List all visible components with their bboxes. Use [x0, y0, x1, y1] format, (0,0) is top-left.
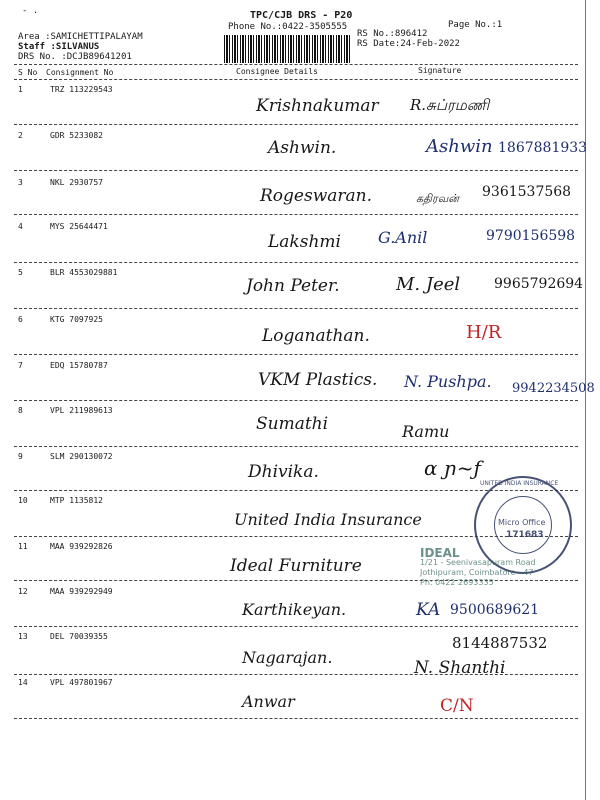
signature: G.Anil	[378, 228, 428, 247]
row-divider	[14, 674, 578, 675]
row-consignment: SLM 290130072	[50, 452, 113, 461]
row-consignment: MYS 25644471	[50, 222, 108, 231]
phone-number: Phone No.:0422-3505555	[228, 22, 348, 32]
signature: N. Pushpa.	[404, 372, 492, 391]
signature: KA	[416, 600, 441, 620]
row-divider	[14, 214, 578, 215]
barcode-image	[224, 35, 350, 63]
seal-code: 171683	[506, 530, 544, 540]
row-consignment: GDR 5233082	[50, 131, 103, 140]
signature: M. Jeel	[396, 274, 461, 295]
row-consignment: MAA 939292826	[50, 542, 113, 551]
row-divider	[14, 446, 578, 447]
consignee-name: Karthikeyan.	[242, 600, 347, 619]
phone-note: 1867881933	[498, 140, 588, 156]
header-divider	[14, 64, 578, 65]
row-sno: 11	[18, 542, 28, 551]
doc-title: TPC/CJB DRS - P20	[250, 10, 353, 21]
page-edge-line	[585, 0, 586, 800]
row-sno: 9	[18, 452, 23, 461]
area-label: Area :SAMICHETTIPALAYAM	[18, 32, 143, 42]
consignee-name: United India Insurance	[234, 510, 422, 529]
row-sno: 3	[18, 178, 23, 187]
signature: Ashwin	[426, 136, 493, 157]
row-divider	[14, 400, 578, 401]
consignee-name: Ashwin.	[268, 138, 337, 158]
consignee-name: Rogeswaran.	[260, 186, 373, 206]
seal-center-text: Micro Office	[498, 518, 546, 527]
row-sno: 7	[18, 361, 23, 370]
row-sno: 6	[18, 315, 23, 324]
row-divider	[14, 354, 578, 355]
staff-label: Staff :SILVANUS	[18, 42, 100, 52]
consignee-name: VKM Plastics.	[258, 370, 378, 390]
row-consignment: MAA 939292949	[50, 587, 113, 596]
status-note: C/N	[440, 696, 474, 716]
row-divider	[14, 626, 578, 627]
consignee-name: John Peter.	[246, 276, 340, 296]
status-note: H/R	[466, 322, 502, 343]
row-consignment: MTP 1135812	[50, 496, 103, 505]
row-consignment: BLR 4553029881	[50, 268, 118, 277]
corner-mark: - .	[22, 6, 39, 16]
phone-note: 9500689621	[450, 602, 540, 618]
consignee-name: Lakshmi	[268, 232, 341, 252]
ideal-stamp-line1: 1/21 - Seenivasapuram Road	[420, 558, 536, 567]
row-divider	[14, 262, 578, 263]
consignee-name: Loganathan.	[262, 326, 370, 346]
row-consignment: VPL 497801967	[50, 678, 113, 687]
row-sno: 12	[18, 587, 28, 596]
consignee-name: Dhivika.	[248, 462, 319, 482]
consignee-name: Krishnakumar	[256, 96, 379, 116]
signature: R.சுப்ரமணி	[410, 96, 490, 114]
drs-number: DRS No. :DCJB89641201	[18, 52, 132, 62]
column-header-divider	[14, 79, 578, 80]
phone-note: 8144887532	[452, 634, 548, 652]
rs-number: RS No.:896412	[357, 29, 428, 39]
ideal-stamp-name: IDEAL	[420, 546, 460, 560]
row-consignment: KTG 7097925	[50, 315, 103, 324]
phone-note: 9361537568	[482, 184, 572, 200]
consignee-name: Sumathi	[256, 414, 329, 434]
row-sno: 10	[18, 496, 28, 505]
rs-date: RS Date:24-Feb-2022	[357, 39, 460, 49]
row-sno: 1	[18, 85, 23, 94]
row-sno: 8	[18, 406, 23, 415]
row-consignment: NKL 2930757	[50, 178, 103, 187]
row-consignment: TRZ 113229543	[50, 85, 113, 94]
signature-scribble: ɑ ɲ~ƒ	[424, 456, 481, 480]
signature: N. Shanthi	[414, 658, 506, 678]
consignee-name: Anwar	[242, 692, 295, 711]
page-number: Page No.:1	[448, 20, 503, 30]
ideal-furniture-stamp	[420, 548, 536, 588]
row-sno: 5	[18, 268, 23, 277]
row-divider	[14, 718, 578, 719]
row-sno: 2	[18, 131, 23, 140]
consignee-name: Nagarajan.	[242, 648, 333, 667]
row-consignment: EDQ 15780787	[50, 361, 108, 370]
row-divider	[14, 170, 578, 171]
ideal-stamp-line3: Ph: 0422 2693335	[420, 578, 494, 587]
row-sno: 14	[18, 678, 28, 687]
column-header-consignment: Consignment No	[46, 68, 114, 77]
ideal-stamp-line2: Jothipuram, Coimbatore - 47	[420, 568, 534, 577]
row-consignment: DEL 70039355	[50, 632, 108, 641]
column-header-sno: S No	[18, 68, 38, 77]
column-header-consignee: Consignee Details	[236, 67, 318, 76]
phone-note: 9790156598	[486, 228, 576, 244]
seal-ring-text: UNITED INDIA INSURANCE	[480, 480, 559, 487]
row-divider	[14, 308, 578, 309]
row-divider	[14, 124, 578, 125]
phone-note: 9942234508	[512, 381, 595, 396]
row-consignment: VPL 211989613	[50, 406, 113, 415]
signature: Ramu	[402, 422, 450, 441]
column-header-signature: Signature	[418, 66, 462, 75]
phone-note: 9965792694	[494, 276, 584, 292]
consignee-name: Ideal Furniture	[230, 556, 362, 576]
row-sno: 13	[18, 632, 28, 641]
row-sno: 4	[18, 222, 23, 231]
signature: கதிரவன்	[416, 192, 459, 205]
